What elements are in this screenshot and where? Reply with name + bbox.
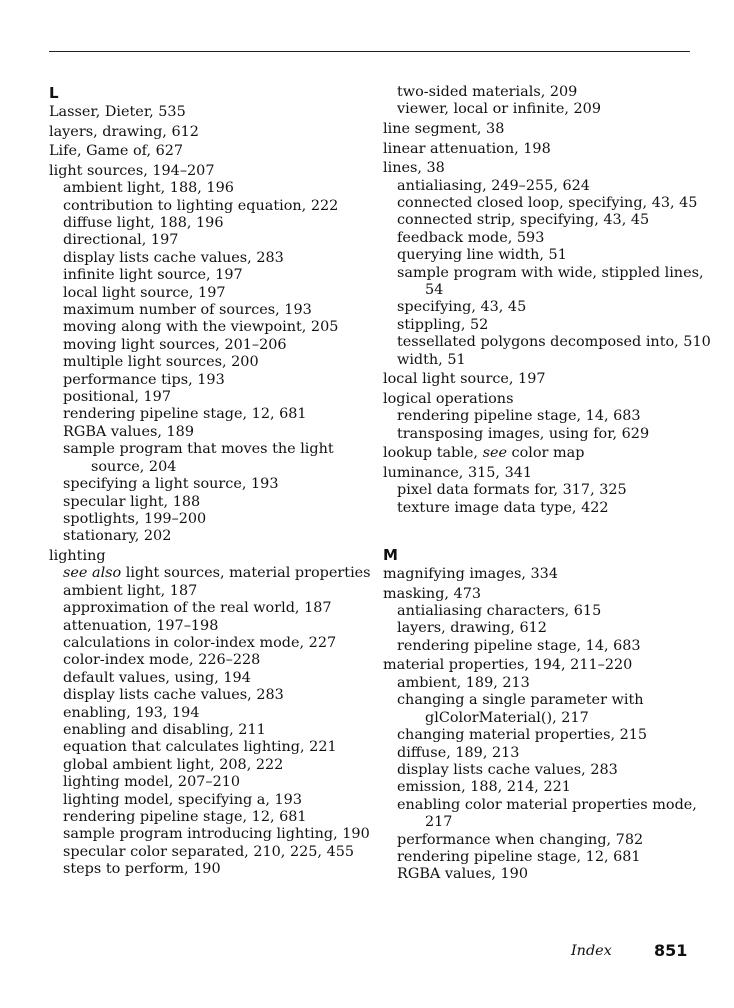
index-subentry: rendering pipeline stage, 12, 681 <box>63 406 307 423</box>
index-subentry: querying line width, 51 <box>397 247 567 264</box>
index-subentry: display lists cache values, 283 <box>397 761 618 778</box>
index-entry: Life, Game of, 627 <box>49 143 184 160</box>
index-column-left <box>49 84 369 879</box>
index-entry: light sources, 194–207 <box>49 162 215 179</box>
index-subentry: ambient light, 188, 196 <box>63 180 234 197</box>
index-subentry: pixel data formats for, 317, 325 <box>397 482 627 499</box>
index-subentry: diffuse light, 188, 196 <box>63 215 224 231</box>
index-subentry: specifying, 43, 45 <box>397 299 527 316</box>
index-continuation: 54 <box>425 282 444 299</box>
footer-section-label: Index <box>571 943 612 959</box>
index-subentry: steps to perform, 190 <box>63 861 221 878</box>
index-entry: Lasser, Dieter, 535 <box>49 104 186 120</box>
index-subentry: connected closed loop, specifying, 43, 45 <box>397 195 698 211</box>
index-subentry: moving light sources, 201–206 <box>63 336 287 353</box>
index-entry: lines, 38 <box>383 160 445 177</box>
index-subentry: rendering pipeline stage, 14, 683 <box>397 637 641 654</box>
index-entry: line segment, 38 <box>383 121 505 137</box>
index-subentry: specular light, 188 <box>63 493 201 510</box>
index-subentry: RGBA values, 189 <box>63 423 194 440</box>
index-subentry: ambient, 189, 213 <box>397 674 530 691</box>
index-subentry: default values, using, 194 <box>63 669 251 686</box>
index-continuation: glColorMaterial(), 217 <box>425 709 589 726</box>
index-subentry: spotlights, 199–200 <box>63 510 207 527</box>
index-subentry: attenuation, 197–198 <box>63 617 219 634</box>
index-subentry: specifying a light source, 193 <box>63 476 279 493</box>
index-subentry: ambient light, 187 <box>63 582 198 599</box>
index-subentry: antialiasing, 249–255, 624 <box>397 177 590 194</box>
index-subentry: directional, 197 <box>63 232 179 249</box>
index-subentry: rendering pipeline stage, 12, 681 <box>63 809 307 825</box>
index-subentry: maximum number of sources, 193 <box>63 302 312 319</box>
index-subentry: lighting model, specifying a, 193 <box>63 791 302 808</box>
index-subentry: changing a single parameter with <box>397 692 644 709</box>
index-subentry: sample program with wide, stippled lines, <box>397 264 704 281</box>
index-subentry: specular color separated, 210, 225, 455 <box>63 843 355 860</box>
index-continuation: source, 204 <box>91 458 177 475</box>
index-entry: lighting <box>49 547 106 564</box>
index-entry-text: lookup table, <box>383 445 483 462</box>
index-subentry: two-sided materials, 209 <box>397 84 578 100</box>
index-subentry: positional, 197 <box>63 389 171 406</box>
index-entry-text: light sources, material properties <box>121 565 371 582</box>
cross-reference-label: see <box>482 445 507 462</box>
index-subentry: enabling color material properties mode, <box>397 796 697 813</box>
index-entry: luminance, 315, 341 <box>383 464 533 481</box>
index-subentry: texture image data type, 422 <box>397 499 609 516</box>
index-subentry: enabling and disabling, 211 <box>63 721 266 738</box>
section-letter-heading: M <box>383 546 398 565</box>
index-entry: magnifying images, 334 <box>383 566 558 583</box>
index-subentry: emission, 188, 214, 221 <box>397 779 571 796</box>
index-subentry: display lists cache values, 283 <box>63 249 284 266</box>
index-subentry: calculations in color-index mode, 227 <box>63 634 337 651</box>
index-column-right <box>383 84 711 884</box>
index-subentry: tessellated polygons decomposed into, 510 <box>397 334 711 351</box>
section-letter-heading: L <box>49 84 59 102</box>
index-subentry: multiple light sources, 200 <box>63 354 259 371</box>
index-subentry: approximation of the real world, 187 <box>63 600 332 617</box>
index-subentry: RGBA values, 190 <box>397 866 528 883</box>
index-subentry: global ambient light, 208, 222 <box>63 756 284 773</box>
index-subentry: lighting model, 207–210 <box>63 774 241 791</box>
index-subentry: antialiasing characters, 615 <box>397 603 602 620</box>
page-number: 851 <box>654 941 688 960</box>
index-subentry: display lists cache values, 283 <box>63 687 284 704</box>
index-subentry: equation that calculates lighting, 221 <box>63 739 337 756</box>
index-subentry: sample program that moves the light <box>63 441 334 458</box>
index-entry: local light source, 197 <box>383 371 546 388</box>
index-subentry: contribution to lighting equation, 222 <box>63 197 339 214</box>
index-subentry: layers, drawing, 612 <box>397 620 547 637</box>
index-subentry: sample program introducing lighting, 190 <box>63 826 370 843</box>
index-subentry: color-index mode, 226–228 <box>63 652 261 669</box>
index-continuation: 217 <box>425 814 453 831</box>
index-entry: masking, 473 <box>383 585 482 602</box>
index-subentry: width, 51 <box>397 351 466 368</box>
index-subentry: performance tips, 193 <box>63 371 225 388</box>
index-subentry: local light source, 197 <box>63 284 226 301</box>
index-subentry: moving along with the viewpoint, 205 <box>63 319 339 336</box>
index-subentry: performance when changing, 782 <box>397 831 644 848</box>
index-entry-tail: color map <box>506 445 585 462</box>
index-subentry: viewer, local or infinite, 209 <box>397 101 601 118</box>
index-subentry: stippling, 52 <box>397 316 489 333</box>
index-subentry: rendering pipeline stage, 12, 681 <box>397 848 641 865</box>
index-subentry: changing material properties, 215 <box>397 727 648 744</box>
index-subentry: enabling, 193, 194 <box>63 704 200 721</box>
index-entry: logical operations <box>383 390 514 407</box>
header-rule <box>49 51 690 52</box>
index-subentry: connected strip, specifying, 43, 45 <box>397 212 650 229</box>
index-subentry: stationary, 202 <box>63 528 172 545</box>
index-subentry: infinite light source, 197 <box>63 267 243 284</box>
index-subentry: transposing images, using for, 629 <box>397 425 650 442</box>
index-subentry <box>49 565 369 582</box>
index-subentry: feedback mode, 593 <box>397 229 545 246</box>
index-entry: material properties, 194, 211–220 <box>383 657 633 674</box>
index-subentry: diffuse, 189, 213 <box>397 744 520 761</box>
cross-reference-label: see also <box>63 565 122 582</box>
index-entry: linear attenuation, 198 <box>383 140 551 157</box>
section-spacer <box>383 517 703 546</box>
index-entry: layers, drawing, 612 <box>49 123 199 140</box>
index-entry <box>383 445 703 462</box>
index-subentry: rendering pipeline stage, 14, 683 <box>397 408 641 425</box>
